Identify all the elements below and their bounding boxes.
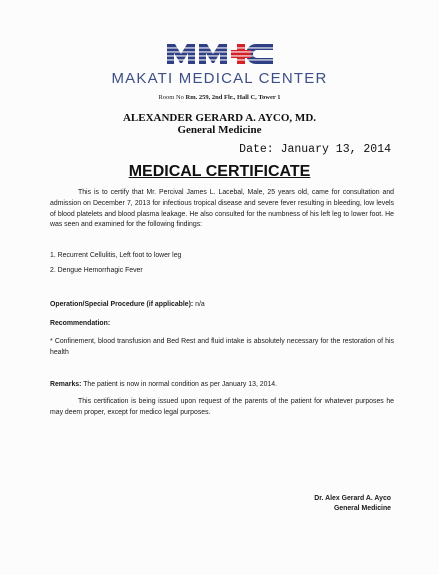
- signatory-name: Dr. Alex Gerard A. Ayco: [314, 495, 391, 502]
- closing-paragraph: This certification is being issued upon request of the parents of the patient for whatever purposes he may deem proper, except for medico legal purposes.: [50, 398, 394, 416]
- finding-item-1: 1. Recurrent Cellulitis, Left foot to lower leg: [50, 252, 182, 259]
- remarks-label: Remarks:: [50, 381, 82, 388]
- doctor-header: [0, 112, 439, 136]
- procedure-label: Operation/Special Procedure (if applicable):: [50, 301, 194, 308]
- mmc-logo: [0, 38, 439, 70]
- remarks-text: The patient is now in normal condition as per January 13, 2014.: [81, 381, 278, 388]
- finding-item-2: 2. Dengue Hemorrhagic Fever: [50, 267, 143, 274]
- room-prefix: Room No: [158, 94, 186, 101]
- document-title: MEDICAL CERTIFICATE: [128, 163, 311, 180]
- room-detail: Rm. 259, 2nd Flr., Hall C, Tower 1: [185, 94, 281, 101]
- institution-name: MAKATI MEDICAL CENTER: [111, 70, 328, 87]
- doctor-specialty: General Medicine: [177, 124, 262, 136]
- doctor-name: ALEXANDER GERARD A. AYCO, MD.: [122, 112, 317, 124]
- procedure-value: n/a: [193, 301, 205, 308]
- certificate-date: Date: January 13, 2014: [239, 143, 391, 156]
- mmc-logo-graphic: [145, 38, 295, 68]
- signatory-specialty: General Medicine: [333, 504, 391, 512]
- room-address: [0, 94, 439, 101]
- intro-paragraph: This is to certify that Mr. Percival James L. Lacebal, Male, 25 years old, came for consultation and admission on December 7, 2013 for infectious tropical disease and severe fever resulting in bleeding, low levels of blood platelets and blood plasma leakage. He also consulted for the numbness of his left leg to lower foot. He was seen and examined for the following findings:: [50, 189, 394, 229]
- recommendation-text: * Confinement, blood transfusion and Bed Rest and fluid intake is absolutely necessary for the restoration of his health: [50, 338, 394, 356]
- recommendation-label: [50, 319, 394, 330]
- remarks-line: [50, 380, 394, 391]
- procedure-line: [50, 300, 394, 311]
- signature-block: [314, 494, 391, 513]
- recommendation-heading: Recommendation:: [50, 320, 111, 327]
